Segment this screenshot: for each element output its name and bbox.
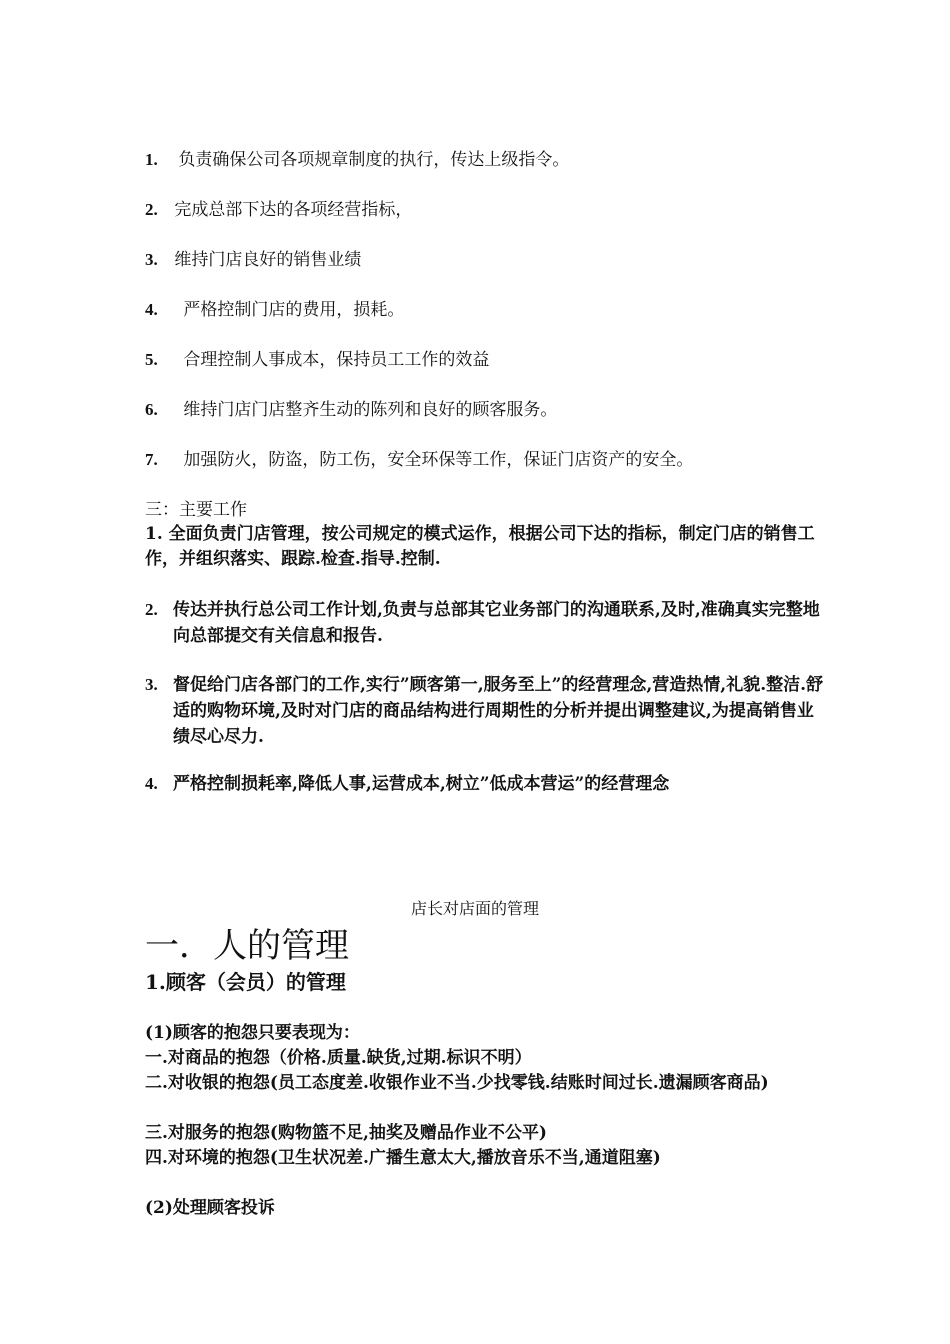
section3-item-3: 3. 督促给门店各部门的工作,实行”顾客第一,服务至上”的经营理念,营造热情,礼貌.整洁.舒适的购物环境,及时对门店的商品结构进行周期性的分析并提出调整建议,为提高销售业绩尽心尽力. [145,672,825,750]
page-title: 店长对店面的管理 [410,899,539,918]
duty-text: 完成总部下达的各项经营指标， [174,200,413,220]
item-text: 严格控制损耗率,降低人事,运营成本,树立”低成本营运”的经营理念 [173,774,670,794]
duty-text: 加强防火，防盗，防工伤，安全环保等工作，保证门店资产的安全。 [183,450,694,470]
duty-item-2: 2. 完成总部下达的各项经营指标， [145,200,413,220]
item-text: 全面负责门店管理，按公司规定的模式运作，根据公司下达的指标，制定门店的销售工作，并组织落实、跟踪.检查.指导.控制. [145,524,815,569]
duty-text: 负责确保公司各项规章制度的执行，传达上级指令。 [178,150,570,170]
duty-item-3: 3. 维持门店良好的销售业绩 [145,250,362,270]
duty-item-1: 1. 负责确保公司各项规章制度的执行，传达上级指令。 [145,150,570,170]
item-text: 督促给门店各部门的工作,实行”顾客第一,服务至上”的经营理念,营造热情,礼貌.整洁.舒适的购物环境,及时对门店的商品结构进行周期性的分析并提出调整建议,为提高销售业绩尽心尽力. [173,675,824,747]
section3-item-4: 4. 严格控制损耗率,降低人事,运营成本,树立”低成本营运”的经营理念 [145,771,825,797]
section3-item-2: 2. 传达并执行总公司工作计划,负责与总部其它业务部门的沟通联系,及时,准确真实完整地向总部提交有关信息和报告. [145,597,825,649]
section3-item-1 [145,522,815,572]
section-heading: 三：主要工作 [145,500,247,520]
complaint-line-3: 三.对服务的抱怨(购物篮不足,抽奖及赠品作业不公平) [145,1123,547,1143]
complaint-line-4: 四.对环境的抱怨(卫生状况差.广播生意太大,播放音乐不当,通道阻塞) [145,1148,661,1168]
heading-level-2: 1.顾客（会员）的管理 [145,970,346,994]
duty-text: 维持门店门店整齐生动的陈列和良好的顾客服务。 [183,400,558,420]
duty-text: 维持门店良好的销售业绩 [174,250,362,270]
complaint-line-2: 二.对收银的抱怨(员工态度差.收银作业不当.少找零钱.结账时间过长.遗漏顾客商品) [145,1073,769,1093]
duty-item-4: 4. 严格控制门店的费用，损耗。 [145,300,405,320]
item-number: 1. [145,524,163,544]
duty-text: 严格控制门店的费用，损耗。 [183,300,405,320]
complaint-line-1: 一.对商品的抱怨（价格.质量.缺货,过期.标识不明） [145,1048,532,1068]
duty-text: 合理控制人事成本，保持员工工作的效益 [183,350,490,370]
heading-level-1: 一．人的管理 [145,926,349,966]
item-text: 传达并执行总公司工作计划,负责与总部其它业务部门的沟通联系,及时,准确真实完整地向总部提交有关信息和报告. [173,600,820,646]
duty-item-7: 7. 加强防火，防盗，防工伤，安全环保等工作，保证门店资产的安全。 [145,450,694,470]
duty-item-6: 6. 维持门店门店整齐生动的陈列和良好的顾客服务。 [145,400,558,420]
duty-item-5: 5. 合理控制人事成本，保持员工工作的效益 [145,350,490,370]
complaints-intro: (1)顾客的抱怨只要表现为： [145,1023,360,1043]
handling-heading: (2)处理顾客投诉 [145,1198,275,1218]
